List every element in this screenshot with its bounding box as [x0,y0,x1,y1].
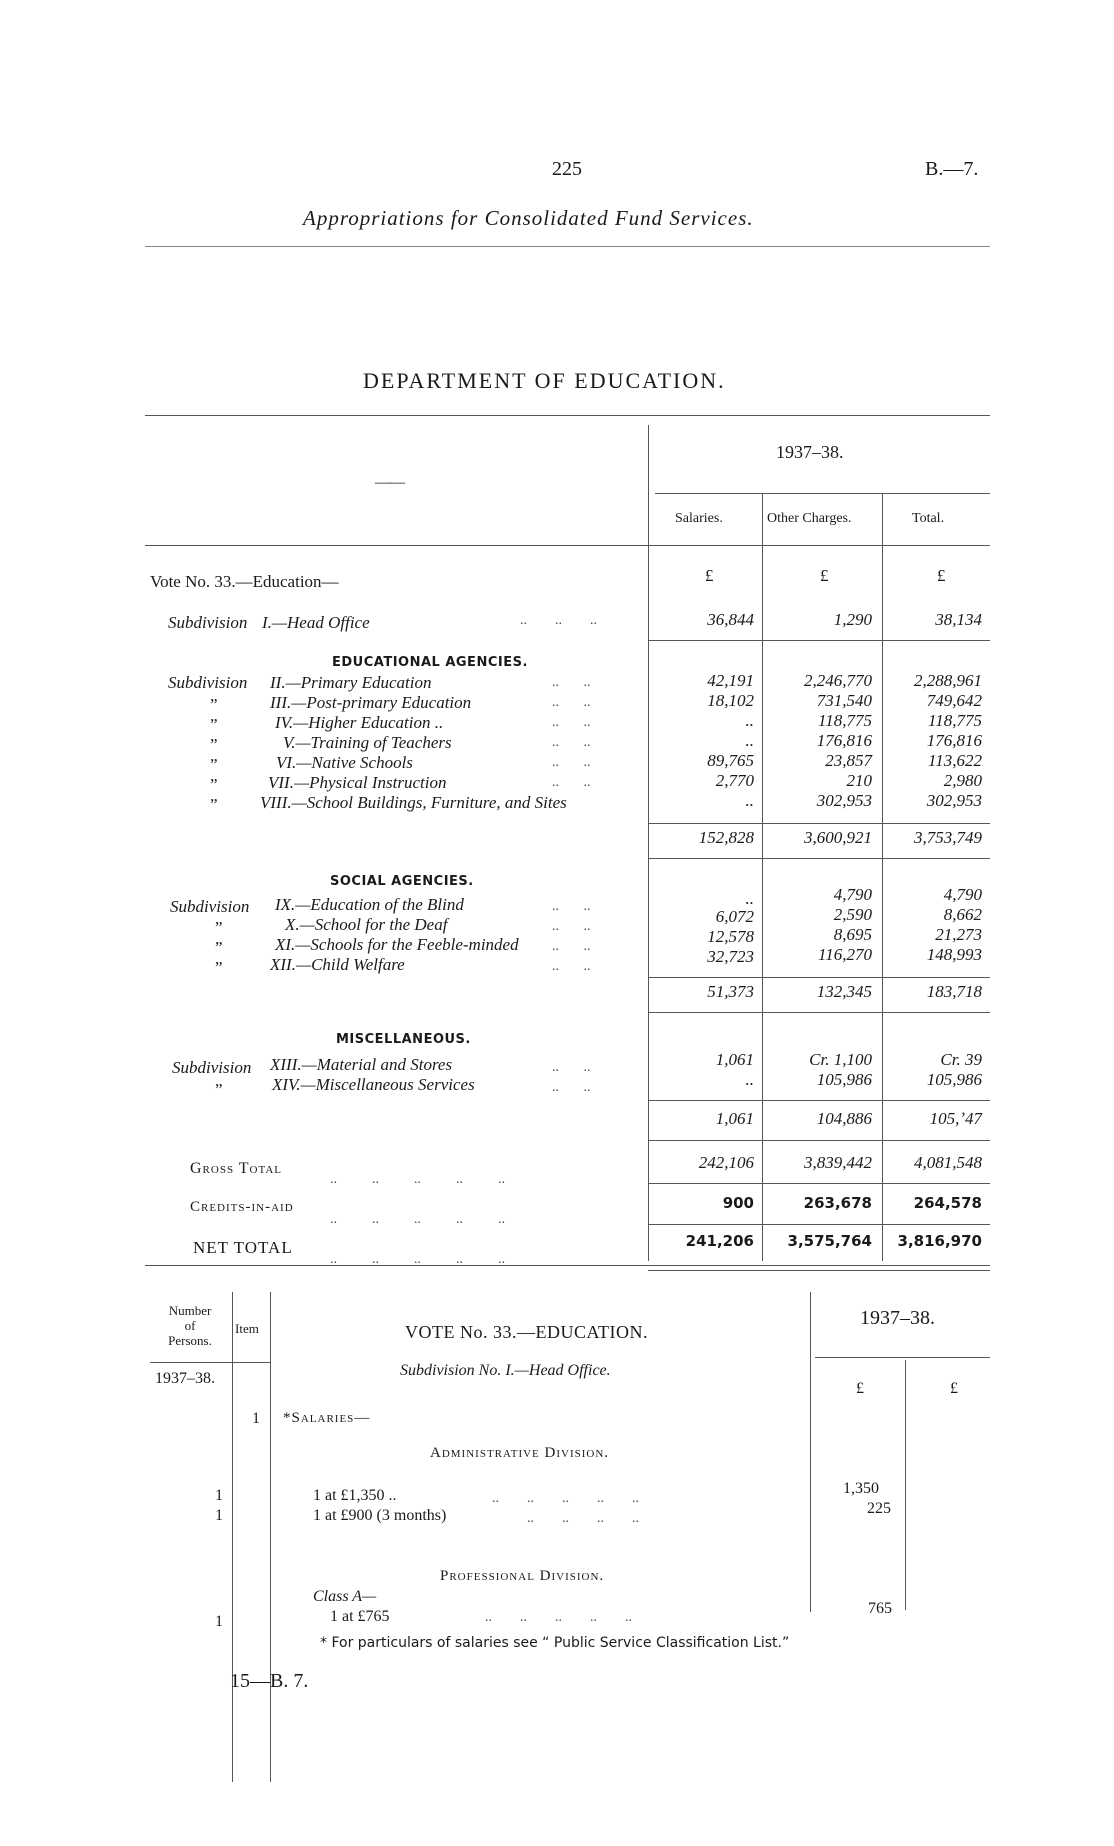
social-label-10: X.—School for the Deaf [285,915,448,934]
credits-other: 263,678 [803,1194,872,1212]
misc-label-14: XIV.—Miscellaneous Services [272,1075,475,1094]
soc-12-total: 148,993 [926,945,982,964]
soc-subtotal-salaries: 51,373 [707,982,754,1001]
social-heading: SOCIAL AGENCIES. [330,874,474,889]
year-header-2: 1937–38. [860,1307,935,1329]
col-persons-header [150,1303,230,1348]
soc-10-salaries: 6,072 [715,907,754,926]
edu-label-3: III.—Post-primary Education [270,693,472,712]
persons-year: 1937–38. [155,1370,215,1387]
edu-5-other: 176,816 [816,731,872,750]
col-salaries: Salaries. [675,511,723,526]
ditto-mark: ” [210,735,218,754]
soc-9-total: 4,790 [943,885,982,904]
ditto-mark: ” [210,755,218,774]
col-item-header: Item [235,1321,259,1336]
currency-col-2: £ [950,1380,958,1397]
vote-label: Vote No. 33.—Education— [150,572,339,591]
ditto-mark: ” [210,795,218,814]
col-total: Total. [912,511,945,526]
admin-amount-1: 1,350 [843,1480,879,1497]
edu-label-4: IV.—Higher Education .. [275,713,444,732]
soc-subtotal-total: 183,718 [926,982,982,1001]
persons-header-line: of [184,1318,196,1333]
prof-amount-1: 765 [868,1600,892,1617]
edu-label-5: V.—Training of Teachers [283,733,452,752]
head-office-label: I.—Head Office [262,613,370,632]
persons-header-line: Persons. [168,1333,212,1348]
edu-3-other: 731,540 [816,691,872,710]
prof-label-1: 1 at £765 [330,1608,390,1625]
misc-heading: MISCELLANEOUS. [336,1032,471,1047]
edu-6-total: 113,622 [928,751,982,770]
edu-5-total: 176,816 [926,731,982,750]
edu-label-2: II.—Primary Education [270,673,432,692]
edu-subtotal-salaries: 152,828 [698,828,754,847]
admin-amount-2: 225 [867,1500,891,1517]
gross-total-other: 3,839,442 [804,1153,872,1172]
salaries-label: *Salaries— [283,1410,371,1426]
edu-6-other: 23,857 [825,751,872,770]
page-ref: B.—7. [925,158,979,180]
footnote: * For particulars of salaries see “ Public Service Classification List.” [320,1635,790,1651]
admin-label-1: 1 at £1,350 .. [313,1487,397,1504]
soc-11-total: 21,273 [935,925,982,944]
social-label-9: IX.—Education of the Blind [275,895,464,914]
soc-9-salaries: .. [745,889,754,908]
head-office-total: 38,134 [935,610,982,629]
vote-title: VOTE No. 33.—EDUCATION. [405,1322,648,1342]
year-header: 1937–38. [776,442,844,462]
edu-label-6: VI.—Native Schools [276,753,413,772]
social-label-11: XI.—Schools for the Feeble-minded [275,935,519,954]
edu-8-total: 302,953 [926,791,982,810]
credits-total: 264,578 [913,1194,982,1212]
edu-2-total: 2,288,961 [914,671,982,690]
edu-2-salaries: 42,191 [707,671,754,690]
educational-prefix: Subdivision [168,673,248,692]
misc-13-total: Cr. 39 [940,1050,982,1069]
prof-division-heading: Professional Division. [440,1568,605,1584]
net-total-salaries: 241,206 [685,1232,754,1250]
edu-3-total: 749,642 [926,691,982,710]
admin-persons-2: 1 [215,1507,223,1524]
edu-5-salaries: .. [745,731,754,750]
soc-11-other: 8,695 [833,925,872,944]
net-total-other: 3,575,764 [787,1232,872,1250]
soc-9-other: 4,790 [833,885,872,904]
misc-subtotal-salaries: 1,061 [715,1109,754,1128]
misc-13-other: Cr. 1,100 [809,1050,872,1069]
subdivision-title: Subdivision No. I.—Head Office. [400,1362,611,1379]
edu-2-other: 2,246,770 [804,671,872,690]
soc-12-salaries: 32,723 [707,947,754,966]
misc-14-other: 105,986 [816,1070,872,1089]
gross-total-salaries: 242,106 [698,1153,754,1172]
col-other-charges: Other Charges. [767,511,852,526]
misc-prefix: Subdivision [172,1058,252,1077]
misc-14-total: 105,986 [926,1070,982,1089]
page-title: Appropriations for Consolidated Fund Services. [303,206,754,230]
header-dash: —— [375,474,403,491]
misc-subtotal-other: 104,886 [816,1109,872,1128]
head-office-prefix: Subdivision [168,613,248,632]
currency-other: £ [820,566,829,585]
edu-4-total: 118,775 [928,711,982,730]
header-rule [145,246,990,247]
misc-14-salaries: .. [745,1070,754,1089]
department-title: DEPARTMENT OF EDUCATION. [363,368,726,393]
page-number: 225 [552,158,582,180]
edu-subtotal-total: 3,753,749 [914,828,982,847]
edu-label-8: VIII.—School Buildings, Furniture, and Sites [260,793,567,812]
edu-3-salaries: 18,102 [707,691,754,710]
persons-header-line: Number [168,1303,212,1318]
edu-4-salaries: .. [745,711,754,730]
prof-persons-1: 1 [215,1613,223,1630]
item-number: 1 [252,1410,260,1427]
ditto-mark: ” [210,715,218,734]
soc-11-salaries: 12,578 [707,927,754,946]
net-total-label: NET TOTAL [193,1238,293,1257]
edu-7-other: 210 [846,771,872,790]
edu-6-salaries: 89,765 [707,751,754,770]
head-office-other: 1,290 [833,610,872,629]
currency-salaries: £ [705,566,714,585]
admin-division-heading: Administrative Division. [430,1445,610,1461]
soc-12-other: 116,270 [818,945,872,964]
ditto-mark: ” [215,958,223,977]
misc-label-13: XIII.—Material and Stores [270,1055,453,1074]
currency-total: £ [937,566,946,585]
edu-7-total: 2,980 [943,771,982,790]
edu-7-salaries: 2,770 [715,771,754,790]
credits-label: Credits-in-aid [190,1199,294,1215]
edu-4-other: 118,775 [818,711,872,730]
gross-total-label: Gross Total [190,1160,283,1177]
edu-subtotal-other: 3,600,921 [804,828,872,847]
educational-heading: EDUCATIONAL AGENCIES. [332,655,528,670]
class-label: Class A— [313,1588,377,1605]
soc-10-other: 2,590 [833,905,872,924]
ditto-mark: ” [210,775,218,794]
head-office-salaries: 36,844 [707,610,754,629]
currency-col-1: £ [856,1380,864,1397]
net-total-total: 3,816,970 [897,1232,982,1250]
ditto-mark: ” [215,938,223,957]
soc-subtotal-other: 132,345 [816,982,872,1001]
admin-persons-1: 1 [215,1487,223,1504]
ditto-mark: ” [215,1080,223,1099]
admin-label-2: 1 at £900 (3 months) [313,1507,447,1524]
social-prefix: Subdivision [170,897,250,916]
misc-13-salaries: 1,061 [715,1050,754,1069]
credits-salaries: 900 [722,1194,754,1212]
edu-8-salaries: .. [745,791,754,810]
soc-10-total: 8,662 [943,905,982,924]
ditto-mark: ” [210,695,218,714]
social-label-12: XII.—Child Welfare [270,955,405,974]
misc-subtotal-total: 105,ʼ47 [929,1109,982,1128]
page-footer: 15—B. 7. [230,1670,309,1692]
edu-label-7: VII.—Physical Instruction [268,773,447,792]
gross-total-total: 4,081,548 [914,1153,982,1172]
edu-8-other: 302,953 [816,791,872,810]
ditto-mark: ” [215,918,223,937]
